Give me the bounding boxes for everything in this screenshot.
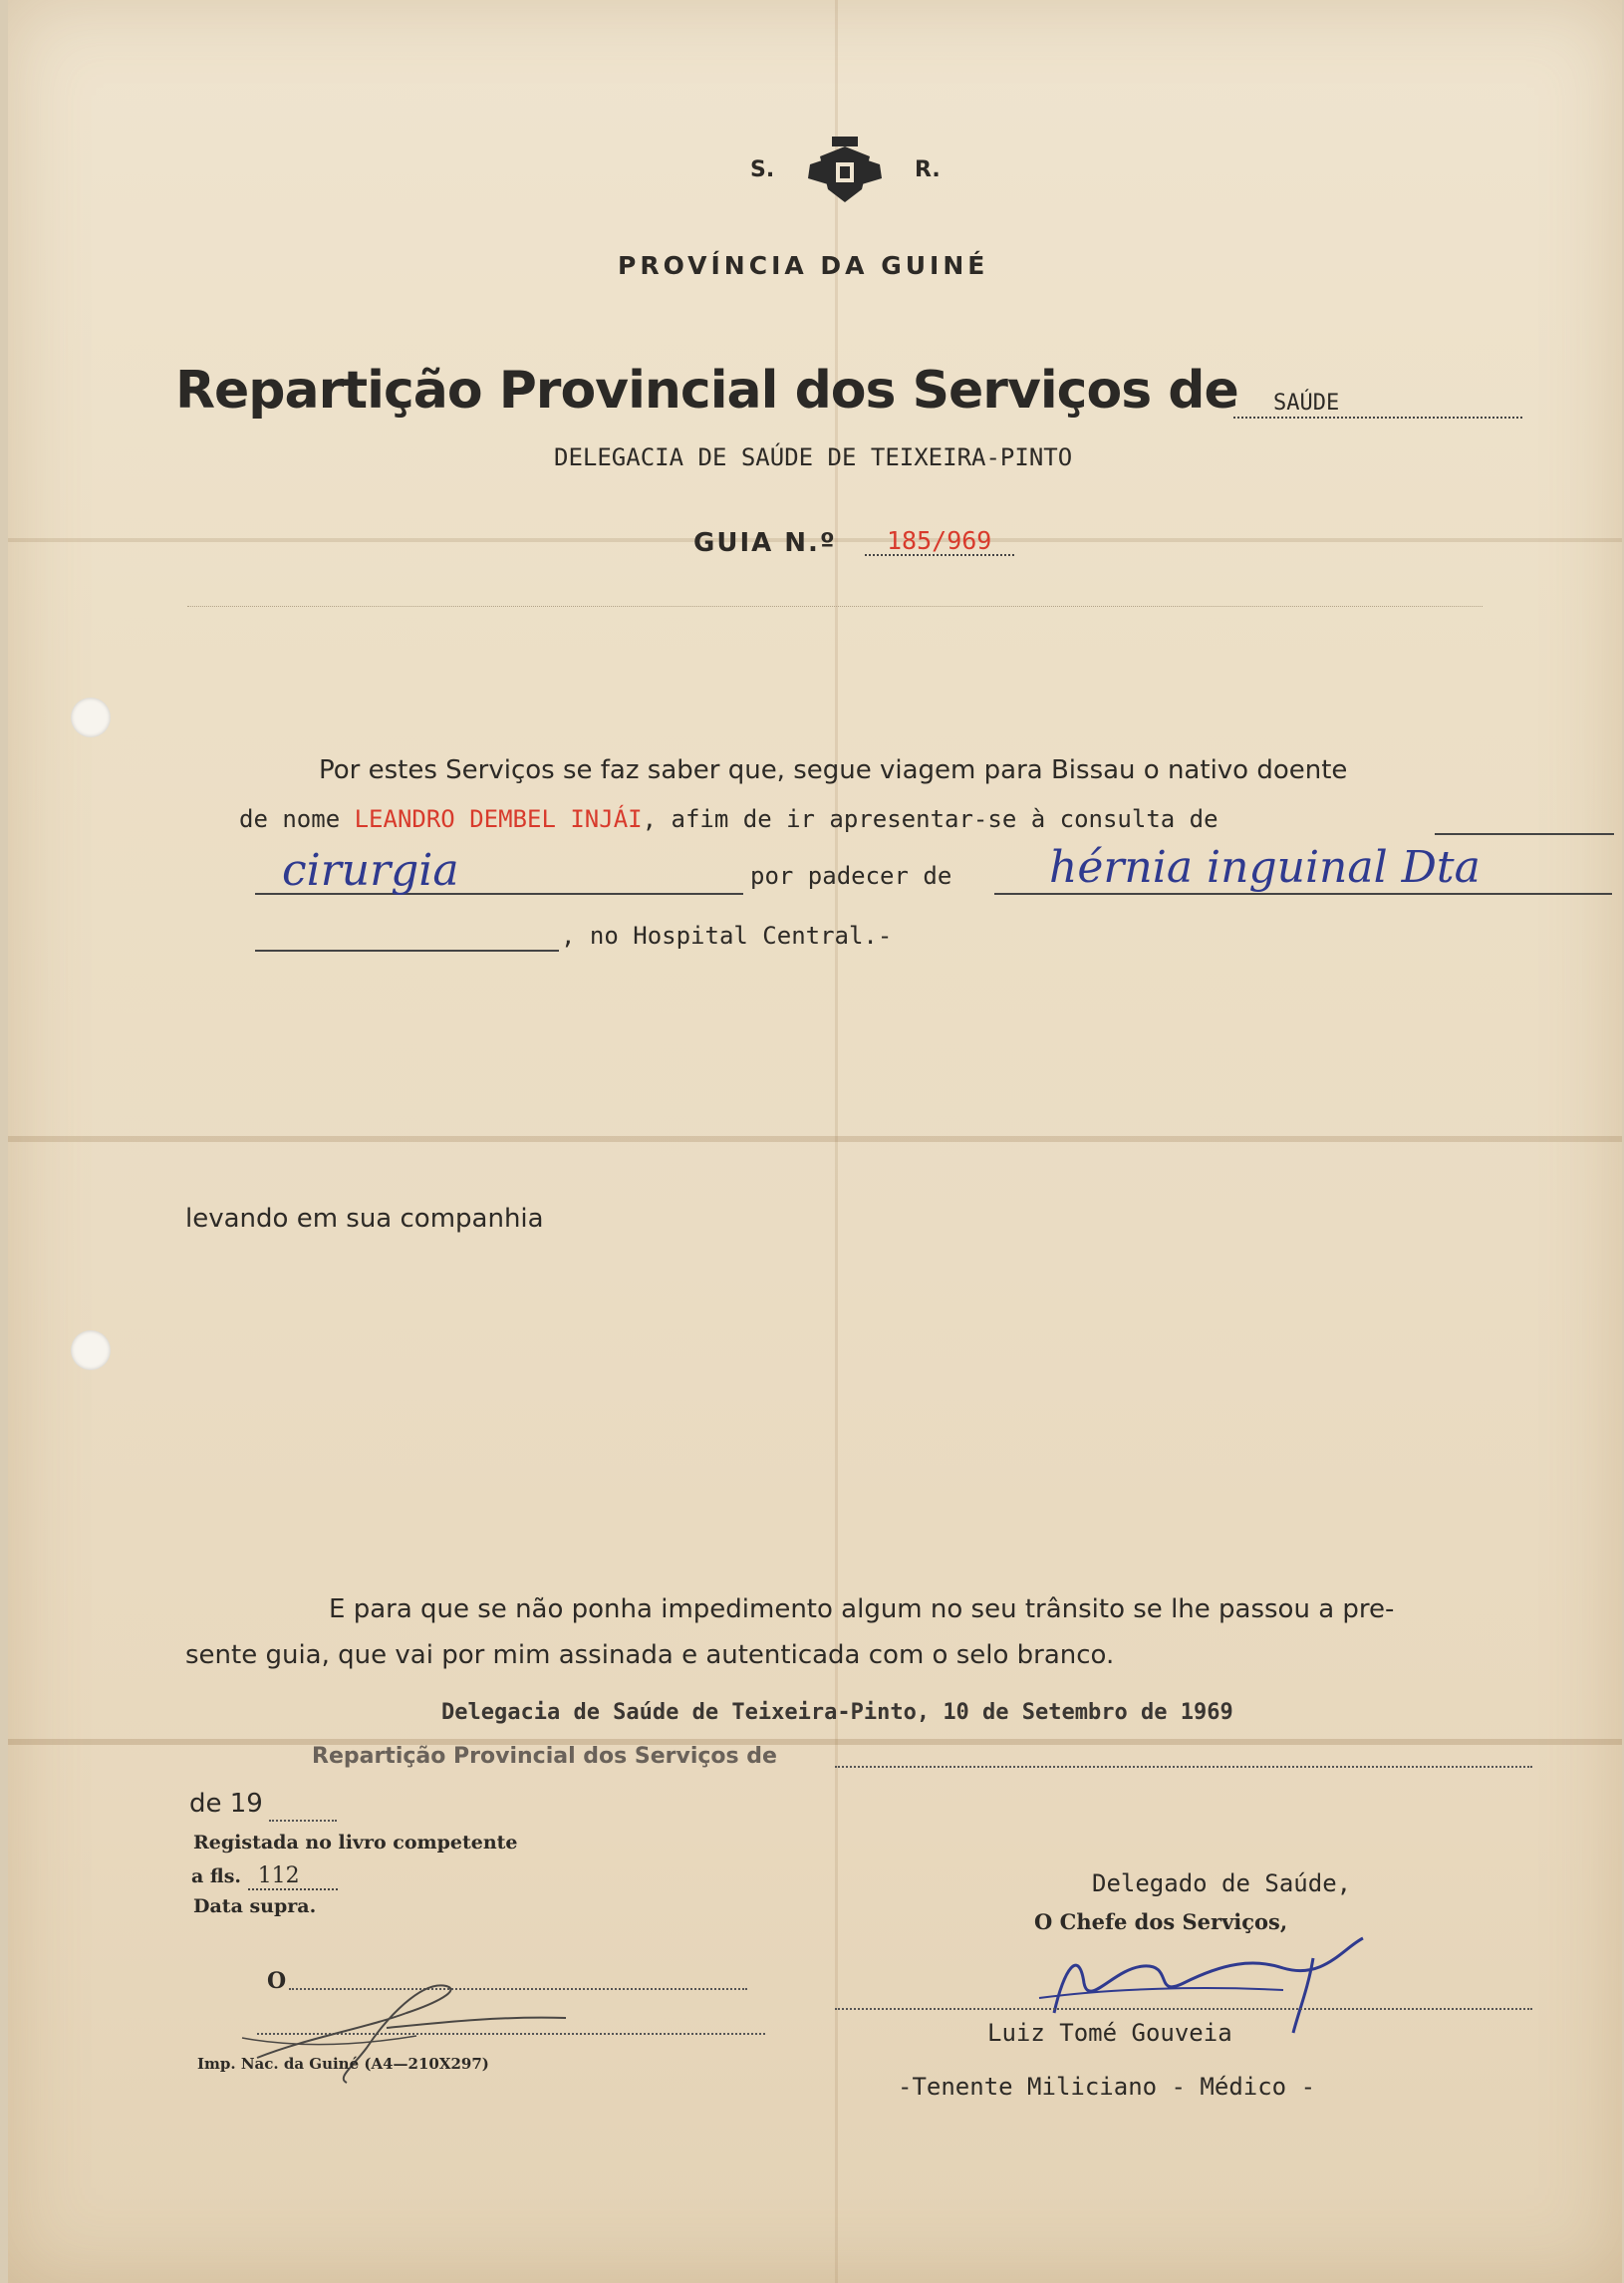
registered-page-label: a fls. <box>191 1865 242 1887</box>
date-printed: Repartição Provincial dos Serviços de <box>312 1744 777 1769</box>
registered-page: 112 <box>248 1863 338 1890</box>
header-right-letter: R. <box>915 157 941 182</box>
body-line-2-suffix: , afim de ir apresentar-se à consulta de <box>642 805 1218 833</box>
fold-line-bottom <box>8 1739 1622 1745</box>
guia-label: GUIA N.º <box>693 528 837 558</box>
signatory-name: Luiz Tomé Gouveia <box>987 2019 1232 2047</box>
registered-line-2 <box>191 1863 338 1890</box>
year-prefix: de 19 <box>189 1789 263 1819</box>
registered-line-1: Registada no livro competente <box>193 1832 518 1854</box>
condition-line <box>994 893 1612 895</box>
department-title: Repartição Provincial dos Serviços de <box>175 361 1238 421</box>
delegation-title: DELEGACIA DE SAÚDE DE TEIXEIRA-PINTO <box>554 443 1073 471</box>
header-separator <box>187 606 1483 607</box>
hospital-text: , no Hospital Central.- <box>561 922 893 950</box>
punch-hole-top <box>71 698 111 737</box>
department-field <box>1233 391 1522 419</box>
year-field <box>269 1820 337 1822</box>
closing-line-2: sente guia, que vai por mim assinada e autenticada com o selo branco. <box>185 1640 1115 1670</box>
signatory-rank: -Tenente Miliciano - Médico - <box>898 2073 1316 2101</box>
coat-of-arms-icon <box>800 135 890 209</box>
signature-dotted-line <box>835 2008 1532 2010</box>
date-dotted-line <box>835 1766 1532 1768</box>
fold-line-middle <box>8 1136 1622 1142</box>
official-prefix: O <box>267 1968 287 1994</box>
date-typed: Delegacia de Saúde de Teixeira-Pinto, 10 de Setembro de 1969 <box>441 1700 1233 1725</box>
body-line-1-text: Por estes Serviços se faz saber que, segue viagem para Bissau o nativo doente <box>319 755 1348 785</box>
patient-name: LEANDRO DEMBEL INJÁI <box>354 805 643 833</box>
province-title: PROVÍNCIA DA GUINÉ <box>618 251 989 280</box>
header-left-letter: S. <box>750 157 775 182</box>
delegate-title: Delegado de Saúde, <box>1092 1869 1352 1897</box>
hospital-blank-line <box>255 950 559 952</box>
body-line-1 <box>319 755 1347 785</box>
consultation-handwritten: cirurgia <box>282 845 459 896</box>
companion-label: levando em sua companhia <box>185 1204 544 1234</box>
printer-note: Imp. Nac. da Guiné (A4—210X297) <box>197 2055 489 2073</box>
suffers-label: por padecer de <box>750 862 952 890</box>
punch-hole-bottom <box>71 1330 111 1370</box>
body-line-2 <box>239 805 1218 833</box>
condition-handwritten: hérnia inguinal Dta <box>1049 842 1481 893</box>
document-page <box>8 0 1622 2283</box>
closing-line-1: E para que se não ponha impedimento algum no seu trânsito se lhe passou a pre- <box>329 1594 1395 1624</box>
consultation-blank-line <box>1435 833 1614 835</box>
body-line-2-prefix: de nome <box>239 805 341 833</box>
registered-line-3: Data supra. <box>193 1895 317 1917</box>
chief-label: O Chefe dos Serviços, <box>1034 1909 1288 1934</box>
guia-number-field <box>865 526 1014 556</box>
guia-number: 185/969 <box>887 526 992 555</box>
department-field-value: SAÚDE <box>1273 391 1340 416</box>
